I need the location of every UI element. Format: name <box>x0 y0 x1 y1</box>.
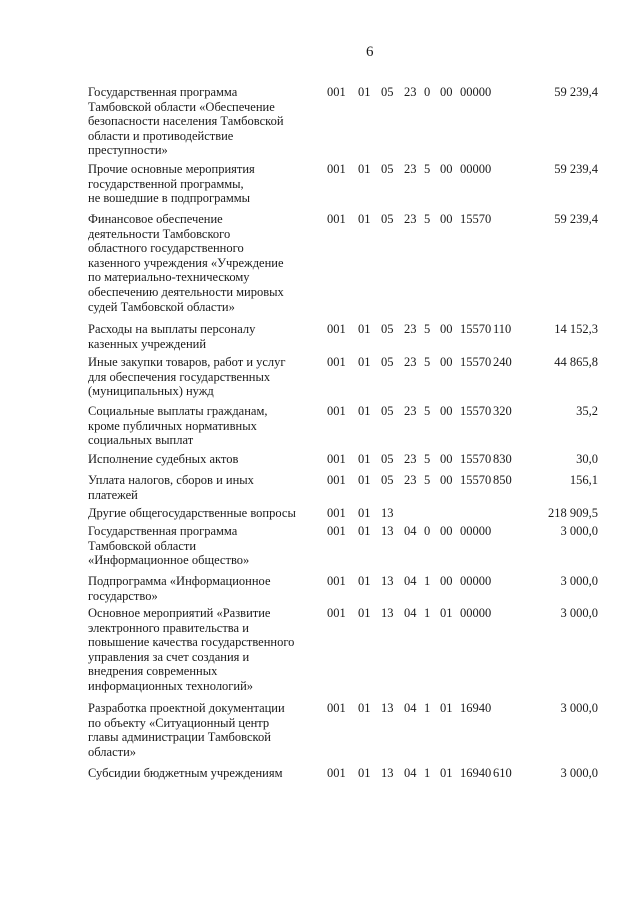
event-code: 00 <box>440 162 453 176</box>
ministry-code: 001 <box>327 506 346 520</box>
row-name: Социальные выплаты гражданам, кроме публичных нормативных социальных выплат <box>88 404 268 448</box>
row-name: Уплата налогов, сборов и иных платежей <box>88 473 254 502</box>
section-code: 01 <box>358 524 371 538</box>
event-code: 00 <box>440 473 453 487</box>
ministry-code: 001 <box>327 473 346 487</box>
row-name: Прочие основные мероприятия государственной программы, не вошедшие в подпрограммы <box>88 162 255 206</box>
amount: 30,0 <box>576 452 598 466</box>
direction-code: 15570 <box>460 355 492 369</box>
ministry-code: 001 <box>327 574 346 588</box>
direction-code: 15570 <box>460 473 492 487</box>
program-code: 04 <box>404 766 417 780</box>
direction-code: 00000 <box>460 85 492 99</box>
direction-code: 00000 <box>460 524 492 538</box>
amount: 3 000,0 <box>560 766 598 780</box>
row-name: Финансовое обеспечение деятельности Тамбовского областного государственного казенного учреждения «Учреждение по материально-техническому обеспечению деятельности мировых судей Тамбовской области» <box>88 212 284 314</box>
row-name: Расходы на выплаты персоналу казенных учреждений <box>88 322 256 351</box>
section-code: 01 <box>358 506 371 520</box>
expense-type-code: 240 <box>493 355 512 369</box>
event-code: 01 <box>440 701 453 715</box>
direction-code: 16940 <box>460 701 492 715</box>
ministry-code: 001 <box>327 766 346 780</box>
amount: 3 000,0 <box>560 524 598 538</box>
row-name: Иные закупки товаров, работ и услуг для обеспечения государственных (муниципальных) нужд <box>88 355 286 399</box>
subprogram-code: 1 <box>424 606 431 620</box>
event-code: 00 <box>440 574 453 588</box>
event-code: 01 <box>440 766 453 780</box>
subsection-code: 05 <box>381 355 394 369</box>
row-name: Исполнение судебных актов <box>88 452 239 466</box>
section-code: 01 <box>358 473 371 487</box>
program-code: 04 <box>404 524 417 538</box>
event-code: 00 <box>440 452 453 466</box>
subprogram-code: 5 <box>424 355 431 369</box>
subsection-code: 05 <box>381 322 394 336</box>
subprogram-code: 1 <box>424 766 431 780</box>
subsection-code: 05 <box>381 162 394 176</box>
subsection-code: 05 <box>381 404 394 418</box>
amount: 59 239,4 <box>554 85 598 99</box>
subprogram-code: 5 <box>424 473 431 487</box>
section-code: 01 <box>358 574 371 588</box>
subsection-code: 05 <box>381 85 394 99</box>
section-code: 01 <box>358 766 371 780</box>
direction-code: 15570 <box>460 404 492 418</box>
event-code: 01 <box>440 606 453 620</box>
direction-code: 00000 <box>460 162 492 176</box>
ministry-code: 001 <box>327 355 346 369</box>
ministry-code: 001 <box>327 85 346 99</box>
event-code: 00 <box>440 212 453 226</box>
subprogram-code: 1 <box>424 701 431 715</box>
row-name: Субсидии бюджетным учреждениям <box>88 766 283 780</box>
subsection-code: 13 <box>381 524 394 538</box>
direction-code: 15570 <box>460 452 492 466</box>
row-name: Другие общегосударственные вопросы <box>88 506 296 520</box>
amount: 156,1 <box>569 473 598 487</box>
amount: 14 152,3 <box>554 322 598 336</box>
subsection-code: 05 <box>381 212 394 226</box>
ministry-code: 001 <box>327 212 346 226</box>
subprogram-code: 0 <box>424 85 431 99</box>
expense-type-code: 850 <box>493 473 512 487</box>
section-code: 01 <box>358 452 371 466</box>
section-code: 01 <box>358 404 371 418</box>
program-code: 23 <box>404 452 417 466</box>
direction-code: 16940 <box>460 766 492 780</box>
row-name: Подпрограмма «Информационное государство» <box>88 574 271 603</box>
direction-code: 00000 <box>460 574 492 588</box>
program-code: 04 <box>404 574 417 588</box>
amount: 3 000,0 <box>560 701 598 715</box>
direction-code: 15570 <box>460 322 492 336</box>
event-code: 00 <box>440 404 453 418</box>
amount: 35,2 <box>576 404 598 418</box>
subsection-code: 13 <box>381 574 394 588</box>
ministry-code: 001 <box>327 322 346 336</box>
row-name: Государственная программа Тамбовской области «Обеспечение безопасности населения Тамбовской области и противодействие преступности» <box>88 85 284 158</box>
expense-type-code: 830 <box>493 452 512 466</box>
subprogram-code: 5 <box>424 162 431 176</box>
section-code: 01 <box>358 85 371 99</box>
amount: 3 000,0 <box>560 574 598 588</box>
expense-type-code: 610 <box>493 766 512 780</box>
event-code: 00 <box>440 524 453 538</box>
subprogram-code: 5 <box>424 212 431 226</box>
amount: 3 000,0 <box>560 606 598 620</box>
amount: 59 239,4 <box>554 162 598 176</box>
subsection-code: 13 <box>381 766 394 780</box>
direction-code: 00000 <box>460 606 492 620</box>
program-code: 23 <box>404 404 417 418</box>
program-code: 23 <box>404 473 417 487</box>
subsection-code: 13 <box>381 606 394 620</box>
ministry-code: 001 <box>327 452 346 466</box>
program-code: 23 <box>404 355 417 369</box>
row-name: Разработка проектной документации по объекту «Ситуационный центр главы администрации Тамбовской области» <box>88 701 285 759</box>
subprogram-code: 5 <box>424 404 431 418</box>
row-name: Государственная программа Тамбовской области «Информационное общество» <box>88 524 250 568</box>
section-code: 01 <box>358 322 371 336</box>
ministry-code: 001 <box>327 606 346 620</box>
program-code: 23 <box>404 162 417 176</box>
ministry-code: 001 <box>327 404 346 418</box>
amount: 218 909,5 <box>548 506 598 520</box>
section-code: 01 <box>358 701 371 715</box>
ministry-code: 001 <box>327 524 346 538</box>
row-name: Основное мероприятий «Развитие электронного правительства и повышение качества государственного управления за счет создания и внедрения современных информационных технологий» <box>88 606 295 693</box>
program-code: 23 <box>404 85 417 99</box>
amount: 44 865,8 <box>554 355 598 369</box>
event-code: 00 <box>440 355 453 369</box>
subsection-code: 05 <box>381 452 394 466</box>
subsection-code: 05 <box>381 473 394 487</box>
program-code: 04 <box>404 606 417 620</box>
program-code: 23 <box>404 212 417 226</box>
section-code: 01 <box>358 162 371 176</box>
expense-type-code: 110 <box>493 322 512 336</box>
section-code: 01 <box>358 606 371 620</box>
subsection-code: 13 <box>381 701 394 715</box>
subprogram-code: 5 <box>424 452 431 466</box>
program-code: 23 <box>404 322 417 336</box>
ministry-code: 001 <box>327 162 346 176</box>
expense-type-code: 320 <box>493 404 512 418</box>
subprogram-code: 0 <box>424 524 431 538</box>
section-code: 01 <box>358 355 371 369</box>
event-code: 00 <box>440 85 453 99</box>
amount: 59 239,4 <box>554 212 598 226</box>
ministry-code: 001 <box>327 701 346 715</box>
page-number: 6 <box>366 44 374 60</box>
program-code: 04 <box>404 701 417 715</box>
event-code: 00 <box>440 322 453 336</box>
section-code: 01 <box>358 212 371 226</box>
subprogram-code: 1 <box>424 574 431 588</box>
subsection-code: 13 <box>381 506 394 520</box>
subprogram-code: 5 <box>424 322 431 336</box>
direction-code: 15570 <box>460 212 492 226</box>
